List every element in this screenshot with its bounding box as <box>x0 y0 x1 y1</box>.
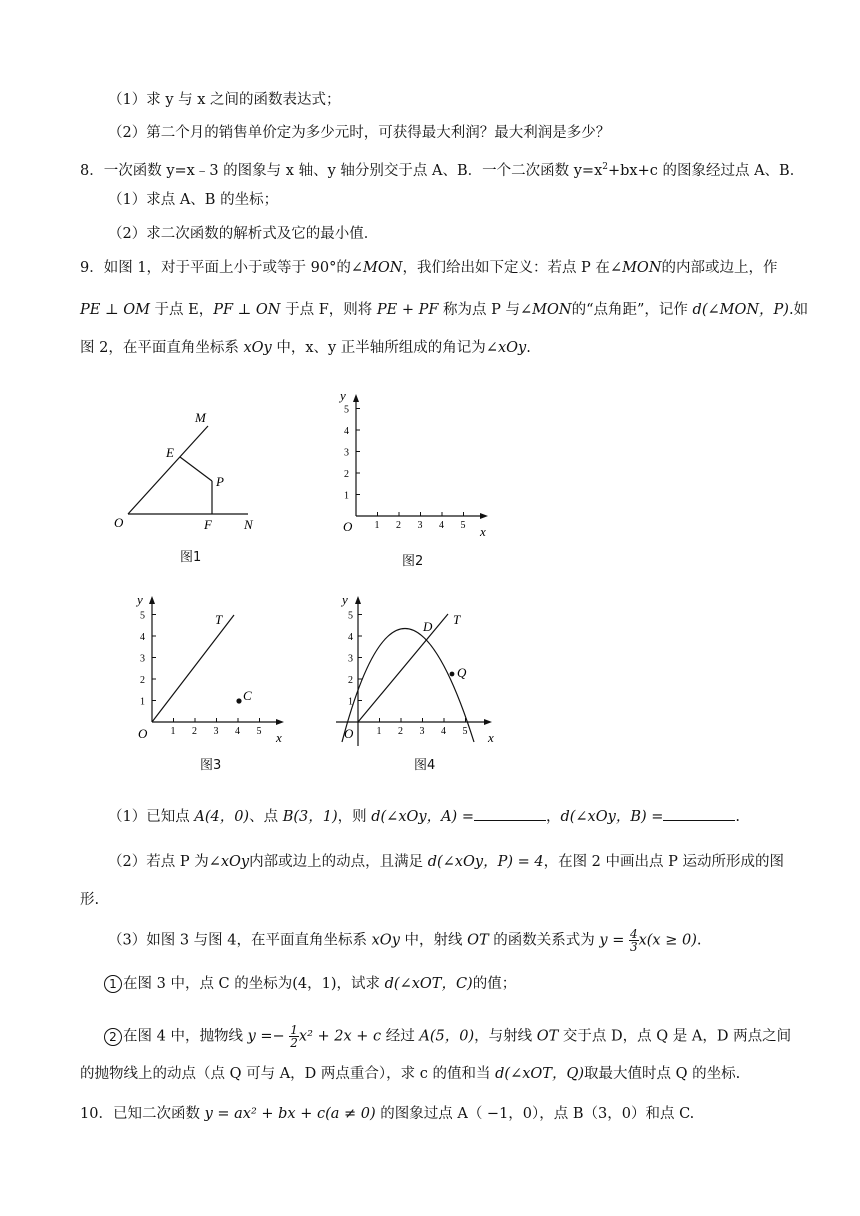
fig3-xtick-label: 5 <box>256 726 262 737</box>
q9-sub1: 1 在图 3 中，点 C 的坐标为(4，1)，试求 d(∠xOT，C)的值； <box>104 974 516 994</box>
fig4-ytick-label: 4 <box>348 632 353 643</box>
q7-part1: （1）求 y 与 x 之间的函数表达式； <box>108 92 341 108</box>
answer-blank-b[interactable] <box>663 806 735 821</box>
q7-part2: （2）第二个月的销售单价定为多少元时，可获得最大利润？最大利润是多少？ <box>108 125 611 141</box>
fig4-ylabel: y <box>342 592 348 607</box>
fig1-label-f: F <box>204 517 212 532</box>
fig2-ytick-label: 5 <box>344 404 349 416</box>
figure-3 <box>128 590 298 750</box>
fig4-xtick-label: 4 <box>441 726 446 737</box>
q9-stem-line3: 图 2，在平面直角坐标系 xOy 中，x、y 正半轴所组成的角记为∠xOy. <box>80 340 531 356</box>
fig2-xtick-label: 2 <box>396 520 401 531</box>
fig3-ytick-label: 2 <box>140 675 145 686</box>
answer-blank-a[interactable] <box>474 806 546 821</box>
fig4-ytick-label: 3 <box>348 653 353 665</box>
fig2-xlabel: x <box>480 524 486 539</box>
fig4-point-q <box>450 672 455 677</box>
fig3-xlabel: x <box>276 730 282 745</box>
fig4-parabola <box>342 629 474 743</box>
fig2-ytick-label: 4 <box>344 426 349 437</box>
fig4-ytick-label: 2 <box>348 675 353 686</box>
fig3-origin: O <box>138 726 148 741</box>
fig1-caption: 图1 <box>180 550 202 565</box>
fig3-label-c: C <box>243 688 252 703</box>
fig2-ytick-label: 2 <box>344 469 349 480</box>
fig1-label-m: M <box>195 410 206 425</box>
fig3-ytick-label: 3 <box>140 653 145 665</box>
fig3-ytick-label: 5 <box>140 610 145 622</box>
fig1-label-e: E <box>166 445 174 460</box>
q9-stem-line2: PE ⊥ OM 于点 E，PF ⊥ ON 于点 F，则将 PE + PF 称为点 P 与∠MON的“点角距”，记作 d(∠MON，P).如 <box>80 302 809 318</box>
q9-sub2-line1: 2 在图 4 中，抛物线 y =− $\frac{1}{2}$ x² + 2x + c 经过 A(5，0)，与射线 OT 交于点 D，点 Q 是 A，D 两点之间 <box>104 1024 791 1049</box>
fig1-label-o: O <box>114 515 124 530</box>
fig2-origin: O <box>343 519 353 534</box>
fig2-caption: 图2 <box>402 554 424 569</box>
q10-stem: 10．已知二次函数 y = ax² + bx + c(a ≠ 0) 的图象过点 A（ −1，0），点 B（3，0）和点 C. <box>80 1106 695 1122</box>
fig3-ytick-label: 4 <box>140 632 145 643</box>
q9-stem-line1: 9．如图 1，对于平面上小于或等于 90°的∠MON，我们给出如下定义：若点 P 在∠MON的内部或边上，作 <box>80 260 778 276</box>
fig4-label-q: Q <box>457 665 467 680</box>
fig3-point-c <box>236 698 241 703</box>
q8-part1: （1）求点 A、B 的坐标； <box>108 192 279 208</box>
fig3-ytick-label: 1 <box>140 696 145 708</box>
fig2-xtick-label: 3 <box>417 520 423 531</box>
fig4-xlabel: x <box>488 730 494 745</box>
q9-part1: （1）已知点 A(4，0)、点 B(3，1)，则 d(∠xOy，A) = ，d(∠xOy，B) = . <box>108 806 740 827</box>
figure-2 <box>330 388 500 543</box>
fig1-label-n: N <box>244 517 253 532</box>
fig2-xtick-label: 4 <box>439 520 444 531</box>
q9-part3: （3）如图 3 与图 4，在平面直角坐标系 xOy 中，射线 OT 的函数关系式为 y = $\frac{4}{3}$ x(x ≥ 0). <box>108 927 702 954</box>
fig3-xtick-label: 1 <box>170 726 176 737</box>
fig3-ylabel: y <box>137 592 143 607</box>
fig4-origin: O <box>344 726 354 741</box>
fig3-caption: 图3 <box>200 758 222 773</box>
fig4-xtick-label: 5 <box>462 726 468 737</box>
fig2-ylabel: y <box>340 388 346 403</box>
fig4-label-t: T <box>453 612 461 627</box>
fig2-ytick-label: 3 <box>344 447 349 459</box>
fig4-ytick-label: 5 <box>348 610 353 622</box>
fig2-xtick-label: 5 <box>460 520 466 531</box>
fig4-xtick-label: 2 <box>398 726 403 737</box>
fig3-label-t: T <box>215 612 223 627</box>
q8-stem: 8．一次函数 y=x﹣3 的图象与 x 轴、y 轴分别交于点 A、B．一个二次函数 $y=x^2+bx+c$ 的图象经过点 A、B． <box>80 162 805 179</box>
q9-part2-line2: 形. <box>80 892 100 908</box>
fig2-ytick-label: 1 <box>344 490 349 502</box>
fig1-label-p: P <box>216 474 224 489</box>
fig3-xtick-label: 2 <box>192 726 197 737</box>
q9-part2-line1: （2）若点 P 为∠xOy内部或边上的动点，且满足 d(∠xOy，P) = 4，在图 2 中画出点 P 运动所形成的图 <box>108 854 784 870</box>
fig3-xtick-label: 4 <box>235 726 240 737</box>
fig2-xtick-label: 1 <box>374 520 380 531</box>
fig4-xtick-label: 3 <box>419 726 425 737</box>
fig4-caption: 图4 <box>414 758 436 773</box>
fig4-ytick-label: 1 <box>348 696 353 708</box>
figure-4 <box>332 590 502 750</box>
fig4-label-d: D <box>423 619 433 634</box>
fig4-xtick-label: 1 <box>376 726 382 737</box>
figure-1 <box>110 400 270 540</box>
fig3-xtick-label: 3 <box>213 726 219 737</box>
q9-sub2-line2: 的抛物线上的动点（点 Q 可与 A，D 两点重合），求 c 的值和当 d(∠xOT，Q)取最大值时点 Q 的坐标. <box>80 1066 741 1082</box>
q8-part2: （2）求二次函数的解析式及它的最小值． <box>108 226 379 242</box>
